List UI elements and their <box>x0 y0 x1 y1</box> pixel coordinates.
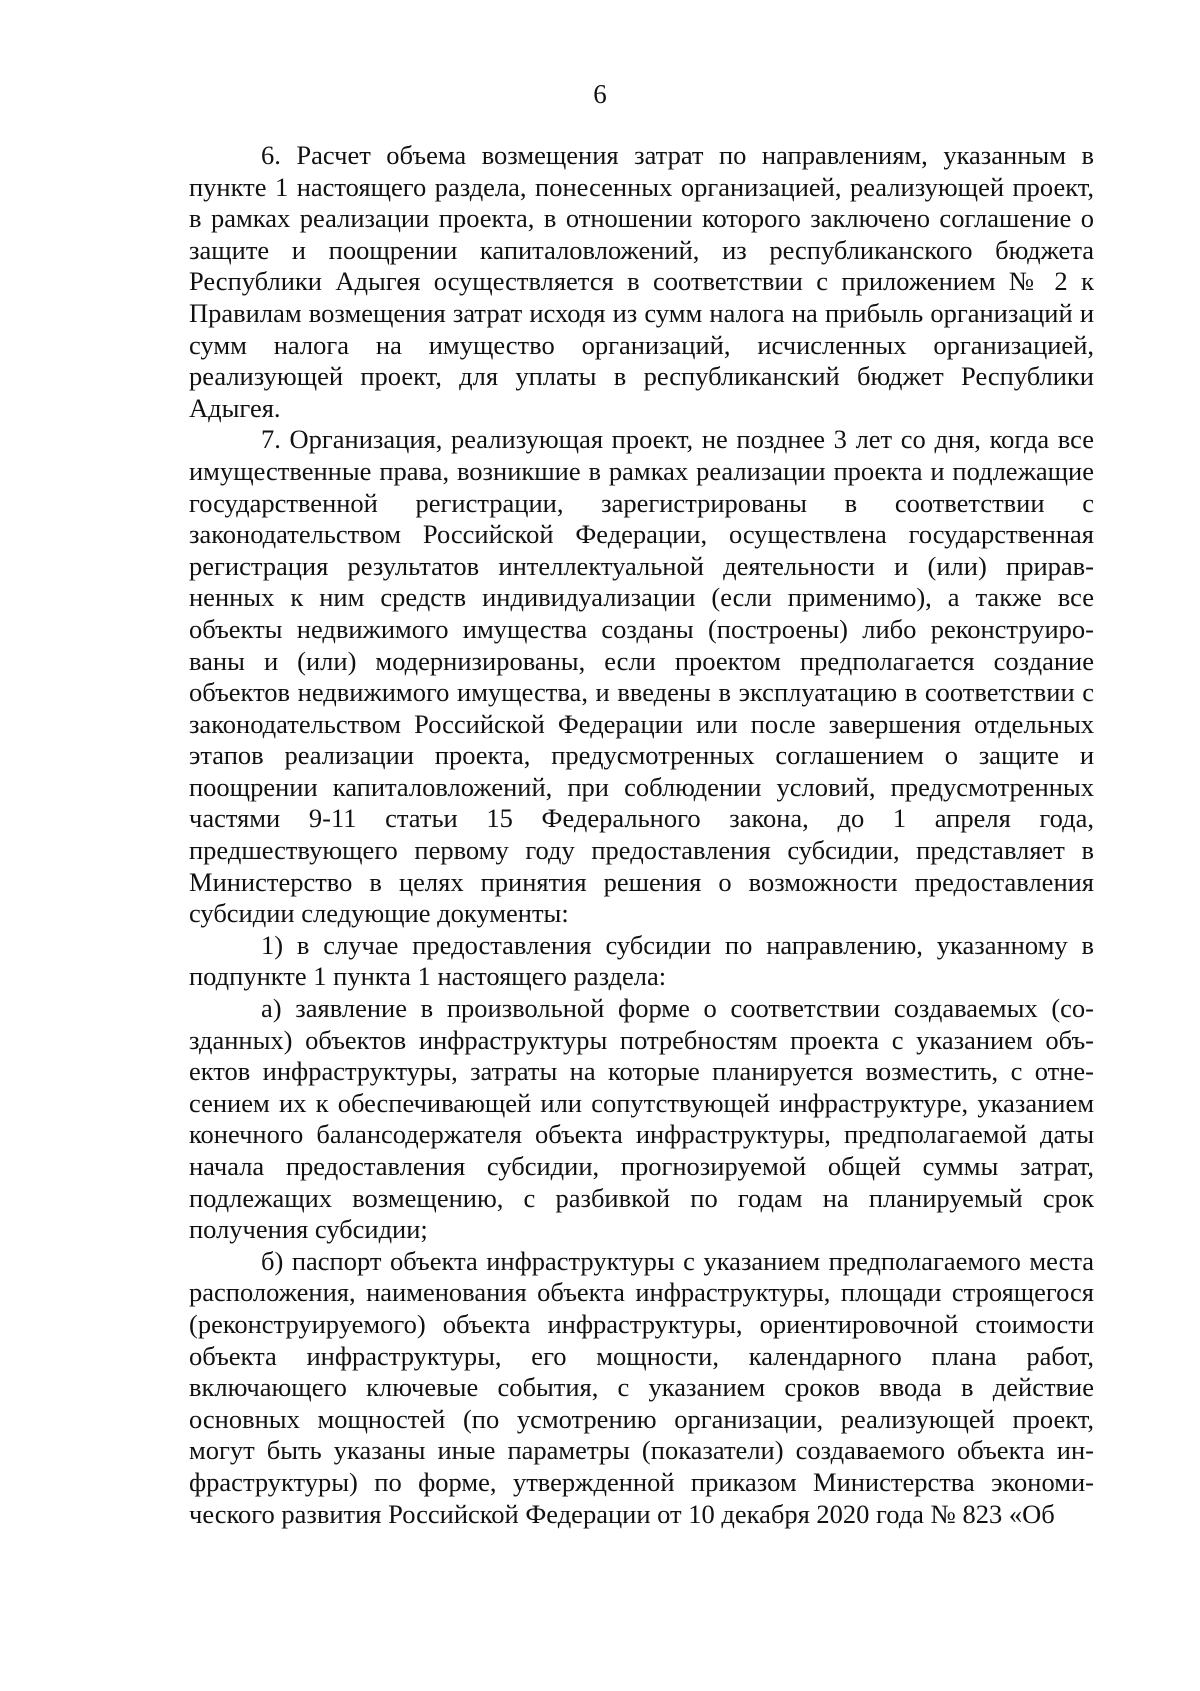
subitem-1-infrastructure-subsidy: 1) в случае предоставления субсидии по направлению, указанному в подпункте 1 пункта 1 настоящего раздела: <box>189 929 1094 992</box>
paragraph-6-cost-calculation: 6. Расчет объема возмещения затрат по направлениям, указанным в пункте 1 настоящего раздела, понесенных организацией, реализующей проект, в рамках реализации проекта, в отношении которого заключено соглашение о защите и поощрении капиталовложений, из республиканского бюджета Республики Адыгея осуществляется в соответствии с приложением № 2 к Правилам возмещения затрат исходя из сумм налога на прибыль организаций и сумм налога на имущество организаций, исчисленных организацией, реализующей проект, для уплаты в республиканский бюджет Республики Адыгея. <box>189 140 1094 423</box>
subitem-a-application: а) заявление в произвольной форме о соответствии создаваемых (созданных) объектов инфраструктуры потребностям проекта с указанием объектов инфраструктуры, затраты на которые планируется возместить, с отнесением их к обеспечивающей или сопутствующей инфраструктуре, указанием конечного балансодержателя объекта инфраструктуры, предполагаемой даты начала предоставления субсидии, прогнозируемой общей суммы затрат, подлежащих возмещению, с разбивкой по годам на планируемый срок получения субсидии; <box>189 993 1094 1245</box>
page-number: 6 <box>593 79 607 109</box>
document-body <box>189 140 1094 1530</box>
paragraph-7-required-documents: 7. Организация, реализующая проект, не позднее 3 лет со дня, когда все имущественные права, возникшие в рамках реализации проекта и подлежащие государственной регистрации, зарегистрированы в соответствии с законодательством Российской Федерации, осуществлена государственная регистрация результатов интеллектуальной деятельности и (или) приравненных к ним средств индивидуализации (если применимо), а также все объекты недвижимого имущества созданы (построены) либо реконструированы и (или) модернизированы, если проектом предполагается создание объектов недвижимого имущества, и введены в эксплуатацию в соответствии с законодательством Российской Федерации или после завершения отдельных этапов реализации проекта, предусмотренных соглашением о защите и поощрении капиталовложений, при соблюдении условий, предусмотренных частями 9-11 статьи 15 Федерального закона, до 1 апреля года, предшествующего первому году предоставления субсидии, представляет в Министерство в целях принятия решения о возможности предоставления субсидии следующие документы: <box>189 424 1094 929</box>
subitem-b-infrastructure-passport: б) паспорт объекта инфраструктуры с указанием предполагаемого места расположения, наименования объекта инфраструктуры, площади строящегося (реконструируемого) объекта инфраструктуры, ориентировочной стоимости объекта инфраструктуры, его мощности, календарного плана работ, включающего ключевые события, с указанием сроков ввода в действие основных мощностей (по усмотрению организации, реализующей проект, могут быть указаны иные параметры (показатели) создаваемого объекта инфраструктуры) по форме, утвержденной приказом Министерства экономического развития Российской Федерации от 10 декабря 2020 года № 823 «Об <box>189 1245 1094 1529</box>
